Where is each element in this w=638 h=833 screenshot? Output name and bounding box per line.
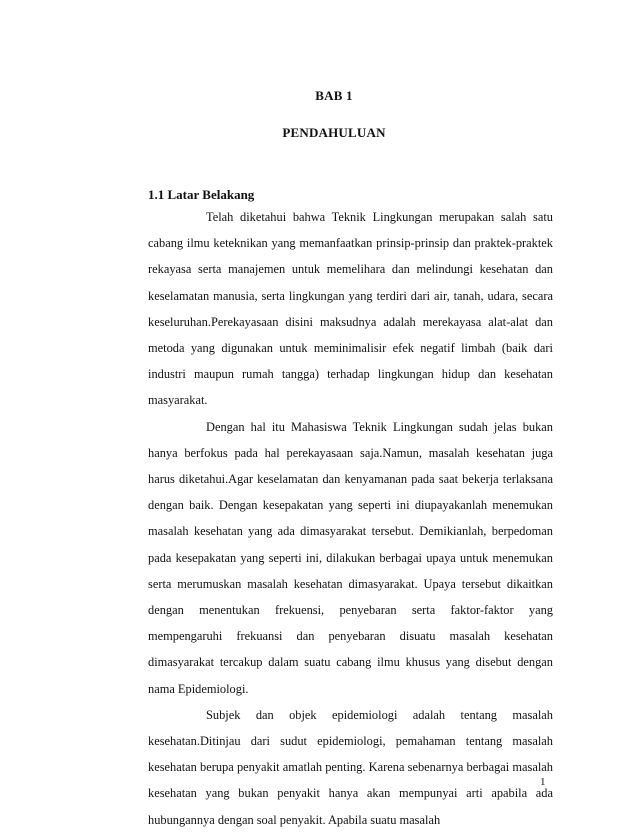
chapter-title: PENDAHULUAN	[282, 125, 386, 140]
paragraph: Dengan hal itu Mahasiswa Teknik Lingkungan sudah jelas bukan hanya berfokus pada hal perekayasaan saja.Namun, masalah kesehatan juga harus diketahui.Agar keselamatan dan kenyamanan pada saat bekerja terlaksana dengan baik. Dengan kesepakatan yang seperti ini diupayakanlah menemukan masalah kesehatan yang ada dimasyarakat tersebut. Demikianlah, berpedoman pada kesepakatan yang seperti ini, dilakukan berbagai upaya untuk menemukan serta merumuskan masalah kesehatan dimasyarakat. Upaya tersebut dikaitkan dengan menentukan frekuensi, penyebaran serta faktor-faktor yang mempengaruhi frekuansi dan penyebaran disuatu masalah kesehatan dimasyarakat tercakup dalam suatu cabang ilmu khusus yang disebut dengan nama Epidemiologi.	[148, 419, 553, 696]
body-text	[148, 204, 553, 833]
page-number: 1	[540, 776, 546, 788]
section-heading: 1.1 Latar Belakang	[148, 187, 255, 202]
paragraph: Telah diketahui bahwa Teknik Lingkungan merupakan salah satu cabang ilmu keteknikan yang memanfaatkan prinsip-prinsip dan praktek-praktek rekayasa serta manajemen untuk memelihara dan melindungi kesehatan dan keselamatan manusia, serta lingkungan yang terdiri dari air, tanah, udara, secara keseluruhan.Perekayasaan disini maksudnya adalah merekayasa alat-alat dan metoda yang digunakan untuk meminimalisir efek negatif limbah (baik dari industri maupun rumah tangga) terhadap lingkungan hidup dan kesehatan masyarakat.	[148, 210, 553, 408]
paragraph: Subjek dan objek epidemiologi adalah tentang masalah kesehatan.Ditinjau dari sudut epidemiologi, pemahaman tentang masalah kesehatan berupa penyakit amatlah penting. Karena sebenarnya berbagai masalah kesehatan yang bukan penyakit hanya akan mempunyai arti apabila ada hubungannya dengan soal penyakit. Apabila suatu masalah	[148, 707, 553, 827]
chapter-number: BAB 1	[315, 88, 353, 103]
